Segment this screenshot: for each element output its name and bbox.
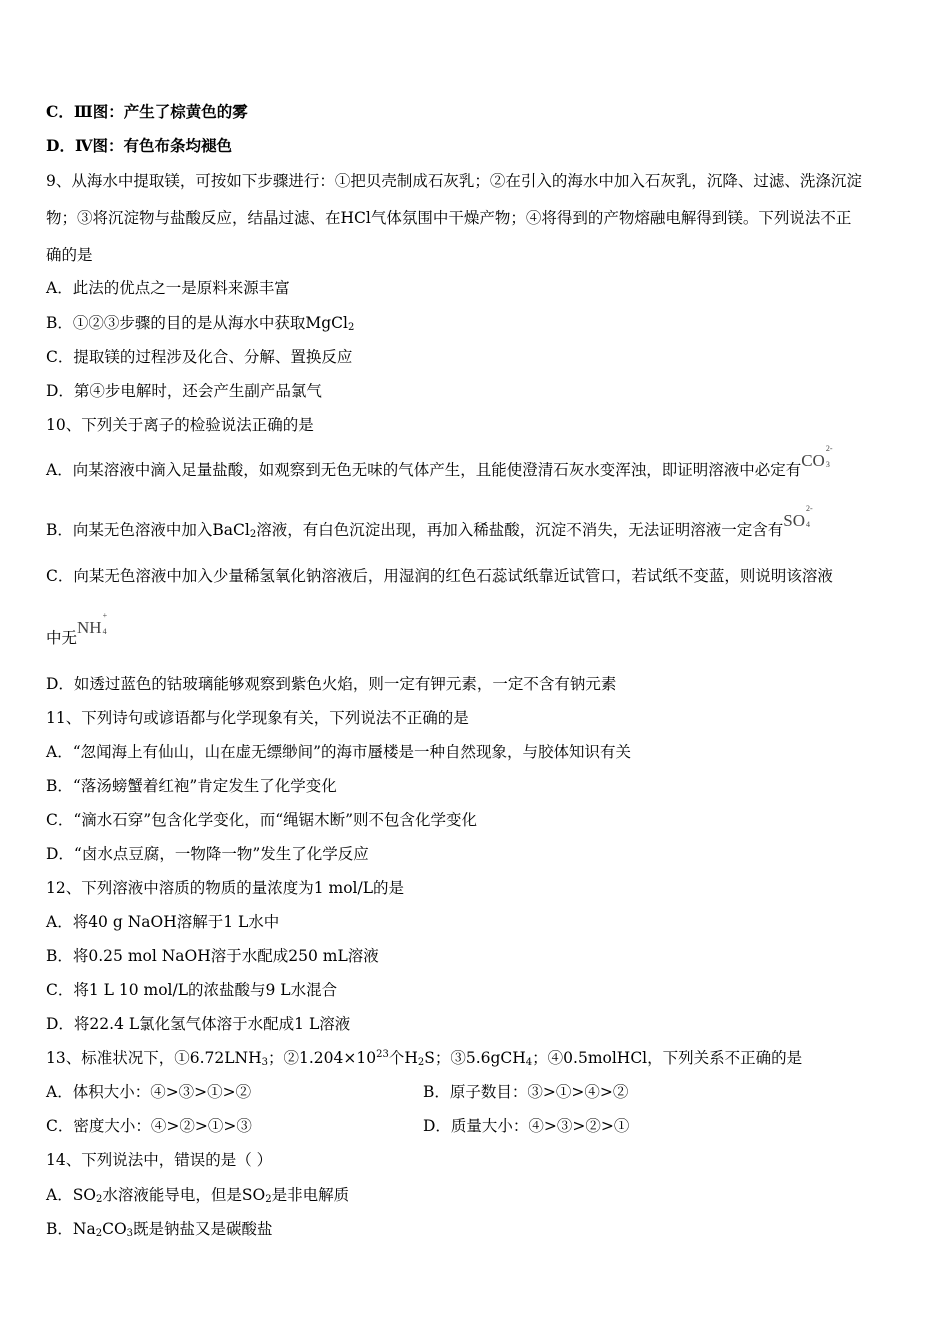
options-ab-q13 xyxy=(46,1081,906,1103)
option-c-q10-line-2: 中无NH + 4 xyxy=(46,611,108,647)
option-a-q11: A．“忽闻海上有仙山，山在虚无缥缈间”的海市蜃楼是一种自然现象，与胶体知识有关 xyxy=(46,743,632,761)
option-a-q9: A．此法的优点之一是原料来源丰富 xyxy=(46,279,290,297)
option-c-q13: C．密度大小：④>②>①>③ xyxy=(46,1117,252,1135)
option-a-q13: A．体积大小：④>③>①>② xyxy=(46,1083,252,1101)
option-b-q10: B．向某无色溶液中加入BaCl$_2$溶液，有白色沉淀出现，再加入稀盐酸，沉淀不消失，无法证明溶液一定含有SO 2- 4 xyxy=(46,504,813,540)
option-c-q9: C．提取镁的过程涉及化合、分解、置换反应 xyxy=(46,348,353,366)
carbonate-ion-formula: CO 2- 3 xyxy=(801,444,833,470)
question-9-line-1: 9、从海水中提取镁，可按如下步骤进行：①把贝壳制成石灰乳；②在引入的海水中加入石灰乳，沉降、过滤、洗涤沉淀 xyxy=(46,172,862,190)
question-12: 12、下列溶液中溶质的物质的量浓度为1 mol/L的是 xyxy=(46,879,405,897)
question-9-line-2: 物；③将沉淀物与盐酸反应，结晶过滤、在HCl气体氛围中干燥产物；④将得到的产物熔融电解得到镁。下列说法不正 xyxy=(46,209,852,227)
option-c-q12: C．将1 L 10 mol/L的浓盐酸与9 L水混合 xyxy=(46,981,338,999)
options-cd-q13 xyxy=(46,1115,906,1137)
option-d-q11: D．“卤水点豆腐，一物降一物”发生了化学反应 xyxy=(46,845,369,863)
option-b-q11: B．“落汤螃蟹着红袍”肯定发生了化学变化 xyxy=(46,777,337,795)
question-11: 11、下列诗句或谚语都与化学现象有关，下列说法不正确的是 xyxy=(46,709,469,727)
ammonium-ion-formula: NH + 4 xyxy=(77,611,108,637)
question-14: 14、下列说法中，错误的是（ ） xyxy=(46,1151,273,1169)
question-9-line-3: 确的是 xyxy=(46,246,93,264)
option-b-q14: B．$Na_2CO_3$既是钠盐又是碳酸盐 xyxy=(46,1220,273,1239)
option-a-q12: A．将40 g NaOH溶解于1 L水中 xyxy=(46,913,280,931)
option-c-q10-line-1: C．向某无色溶液中加入少量稀氢氧化钠溶液后，用湿润的红色石蕊试纸靠近试管口，若试纸不变蓝，则说明该溶液 xyxy=(46,567,833,585)
option-a-q10: A．向某溶液中滴入足量盐酸，如观察到无色无味的气体产生，且能使澄清石灰水变浑浊，即证明溶液中必定有CO 2- 3 xyxy=(46,444,833,479)
question-10: 10、下列关于离子的检验说法正确的是 xyxy=(46,416,314,434)
option-b-q12: B．将0.25 mol NaOH溶于水配成250 mL溶液 xyxy=(46,947,379,965)
option-d-q10: D．如透过蓝色的钴玻璃能够观察到紫色火焰，则一定有钾元素，一定不含有钠元素 xyxy=(46,675,617,693)
option-d-q12: D．将22.4 L氯化氢气体溶于水配成1 L溶液 xyxy=(46,1015,351,1033)
option-d-q13: D．质量大小：④>③>②>① xyxy=(423,1117,630,1135)
question-13: 13、标准状况下，$①6.72LNH_3$；$②1.204\times 10^{23}$个$H_2S$；③5.6gCH$_4$；④0.5molHCl，下列关系不正确的是 xyxy=(46,1049,803,1068)
option-c-q11: C．“滴水石穿”包含化学变化，而“绳锯木断”则不包含化学变化 xyxy=(46,811,478,829)
option-c-q8: C．Ⅲ图：产生了棕黄色的雾 xyxy=(46,102,248,121)
option-b-q9: B．①②③步骤的目的是从海水中获取MgCl$_2$ xyxy=(46,314,355,333)
option-a-q14: A．$SO_2$水溶液能导电，但是$SO_2$是非电解质 xyxy=(46,1186,350,1205)
sulfate-ion-formula: SO 2- 4 xyxy=(783,504,813,530)
option-d-q9: D．第④步电解时，还会产生副产品氯气 xyxy=(46,382,322,400)
option-b-q13: B．原子数目：③>①>④>② xyxy=(423,1083,629,1101)
option-d-q8: D．Ⅳ图：有色布条均褪色 xyxy=(46,136,233,155)
